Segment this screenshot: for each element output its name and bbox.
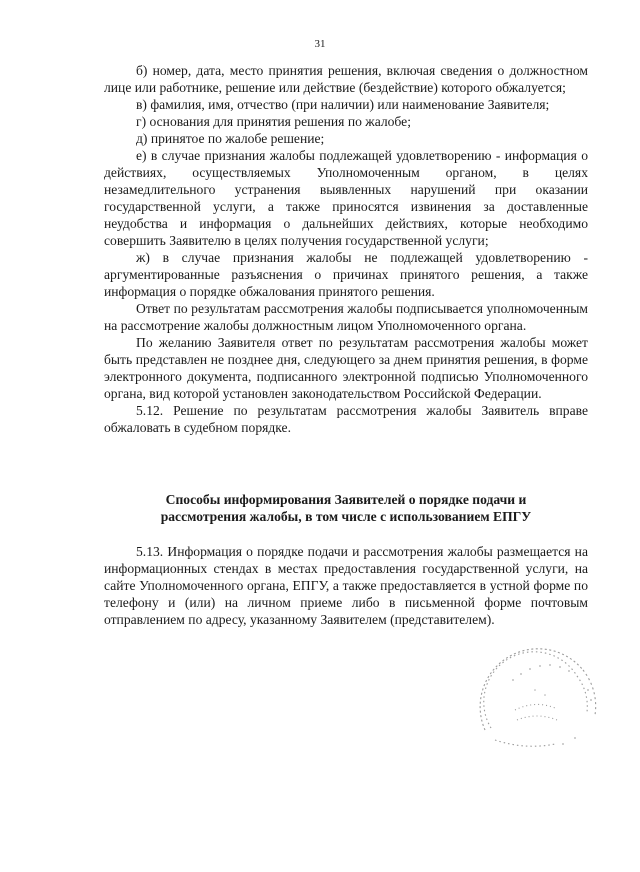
paragraph-b: б) номер, дата, место принятия решения, включая сведения о должностном лице или работнике, решение или действие (бездействие) которого обжалуется; <box>104 63 588 95</box>
paragraph-5-13-container <box>104 543 588 628</box>
official-seal-stamp <box>455 640 605 760</box>
document-body <box>104 62 588 436</box>
paragraph-e: е) в случае признания жалобы подлежащей удовлетворению - информация о действиях, осуществляемых Уполномоченным органом, в целях незамедлительного устранения выявленных нарушений при оказании государственной услуги, а также приносятся извинения за доставленные неудобства и информация о дальнейших действиях, которые необходимо совершить Заявителю в целях получения государственной услуги; <box>104 148 588 248</box>
section-heading-line-1: Способы информирования Заявителей о порядке подачи и <box>165 492 527 507</box>
paragraph-v: в) фамилия, имя, отчество (при наличии) или наименование Заявителя; <box>136 97 550 112</box>
page-number: 31 <box>314 38 326 50</box>
paragraph-zh: ж) в случае признания жалобы не подлежащей удовлетворению - аргументированные разъяснения о причинах принятого решения, а также информация о порядке обжалования принятого решения. <box>104 250 588 299</box>
section-heading-line-2: рассмотрения жалобы, в том числе с использованием ЕПГУ <box>160 509 532 524</box>
section-heading <box>104 491 588 525</box>
paragraph-answer-signature: Ответ по результатам рассмотрения жалобы подписывается уполномоченным на рассмотрение жалобы должностным лицом Уполномоченного органа. <box>104 301 588 333</box>
paragraph-electronic-answer: По желанию Заявителя ответ по результатам рассмотрения жалобы может быть представлен не позднее дня, следующего за днем принятия решения, в форме электронного документа, подписанного электронной подписью Уполномоченного органа, вид которой установлен законодательством Российской Федерации. <box>104 335 588 401</box>
paragraph-5-13: 5.13. Информация о порядке подачи и рассмотрения жалобы размещается на информационных стендах в местах предоставления государственной услуги, на сайте Уполномоченного органа, ЕПГУ, а также предоставляется в устной форме по телефону и (или) на личном приеме либо в письменной форме почтовым отправлением по адресу, указанному Заявителем (представителем). <box>104 544 588 627</box>
paragraph-5-12: 5.12. Решение по результатам рассмотрения жалобы Заявитель вправе обжаловать в судебном порядке. <box>104 403 588 435</box>
paragraph-g: г) основания для принятия решения по жалобе; <box>136 114 411 129</box>
paragraph-d: д) принятое по жалобе решение; <box>136 131 325 146</box>
